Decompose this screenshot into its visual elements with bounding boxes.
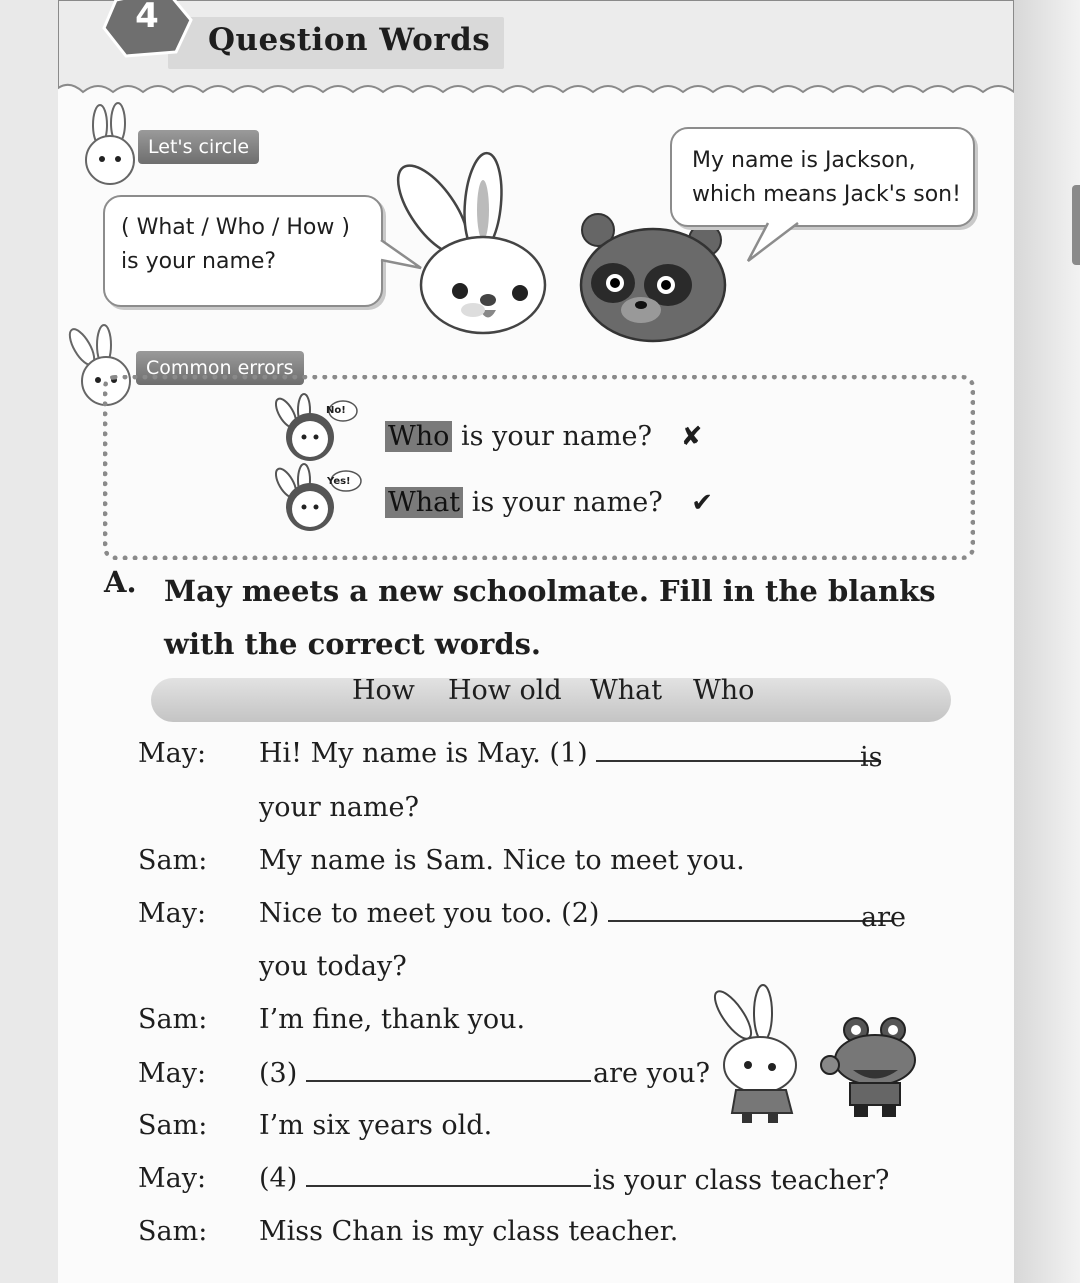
dialogue-line-8: Miss Chan is my class teacher. <box>259 1216 679 1247</box>
worksheet-page <box>58 0 1014 1283</box>
question-options[interactable]: ( What / Who / How ) <box>121 215 350 240</box>
answer-line-2: which means Jack's son! <box>692 182 961 207</box>
cross-icon: ✘ <box>680 422 703 452</box>
wrong-highlight: Who <box>385 421 452 452</box>
rabbit-schoolgirl-icon <box>708 985 808 1130</box>
right-rest: is your name? <box>471 487 663 518</box>
rabbit-character-icon <box>388 155 558 335</box>
speaker-label: Sam: <box>138 1216 208 1247</box>
dialogue-line-2: My name is Sam. Nice to meet you. <box>259 845 745 876</box>
section-instruction: May meets a new schoolmate. Fill in the blanks with the correct words. <box>164 574 936 661</box>
speaker-label: May: <box>138 1058 207 1089</box>
dialogue-line-5 <box>259 1058 591 1089</box>
line-text: (3) <box>259 1058 298 1089</box>
line-continuation: your name? <box>259 792 419 823</box>
wrong-rest: is your name? <box>461 421 653 452</box>
answer-bubble <box>670 127 975 227</box>
question-bubble <box>103 195 383 307</box>
dialogue-line-3 <box>259 898 893 929</box>
unit-number: 4 <box>135 0 159 36</box>
common-errors-box <box>103 375 975 560</box>
no-tag: No! <box>326 405 346 416</box>
line-after: are <box>861 902 906 933</box>
speaker-label: May: <box>138 1163 207 1194</box>
speaker-label: Sam: <box>138 845 208 876</box>
section-letter: A. <box>104 565 137 599</box>
blank-3[interactable] <box>306 1058 591 1082</box>
line-after: are you? <box>593 1058 710 1089</box>
common-errors-label: Common errors <box>136 351 304 385</box>
word-bank-item: What <box>590 675 663 706</box>
page-title: Question Words <box>208 22 491 58</box>
right-highlight: What <box>385 487 463 518</box>
question-text: is your name? <box>121 249 277 274</box>
lets-circle-label: Let's circle <box>138 130 259 164</box>
line-text: Hi! My name is May. (1) <box>259 738 588 769</box>
answer-bubble-tail <box>748 223 828 273</box>
yes-tag: Yes! <box>327 476 351 487</box>
line-text: (4) <box>259 1163 298 1194</box>
line-after: is your class teacher? <box>593 1165 890 1196</box>
dialogue-line-1 <box>259 738 881 769</box>
wrong-example <box>385 421 702 452</box>
blank-2[interactable] <box>608 898 893 922</box>
dialogue-line-4: I’m fine, thank you. <box>259 1004 526 1035</box>
frog-schoolboy-icon <box>818 1015 928 1125</box>
word-bank-item: How old <box>448 675 562 706</box>
scrollbar-handle[interactable] <box>1072 185 1080 265</box>
right-example <box>385 487 713 518</box>
speaker-label: May: <box>138 898 207 929</box>
answer-line-1: My name is Jackson, <box>692 148 916 173</box>
line-continuation: you today? <box>259 951 407 982</box>
speaker-label: Sam: <box>138 1110 208 1141</box>
dialogue-line-6: I’m six years old. <box>259 1110 493 1141</box>
line-after: is <box>860 742 883 773</box>
page-edge <box>1014 0 1080 1283</box>
word-bank-item: Who <box>693 675 755 706</box>
dialogue-line-7 <box>259 1163 591 1194</box>
header <box>58 0 1014 90</box>
blank-1[interactable] <box>596 738 881 762</box>
check-icon: ✔ <box>691 488 714 518</box>
blank-4[interactable] <box>306 1163 591 1187</box>
speaker-label: Sam: <box>138 1004 208 1035</box>
line-text: Nice to meet you too. (2) <box>259 898 600 929</box>
speaker-label: May: <box>138 738 207 769</box>
word-bank-item: How <box>352 675 415 706</box>
